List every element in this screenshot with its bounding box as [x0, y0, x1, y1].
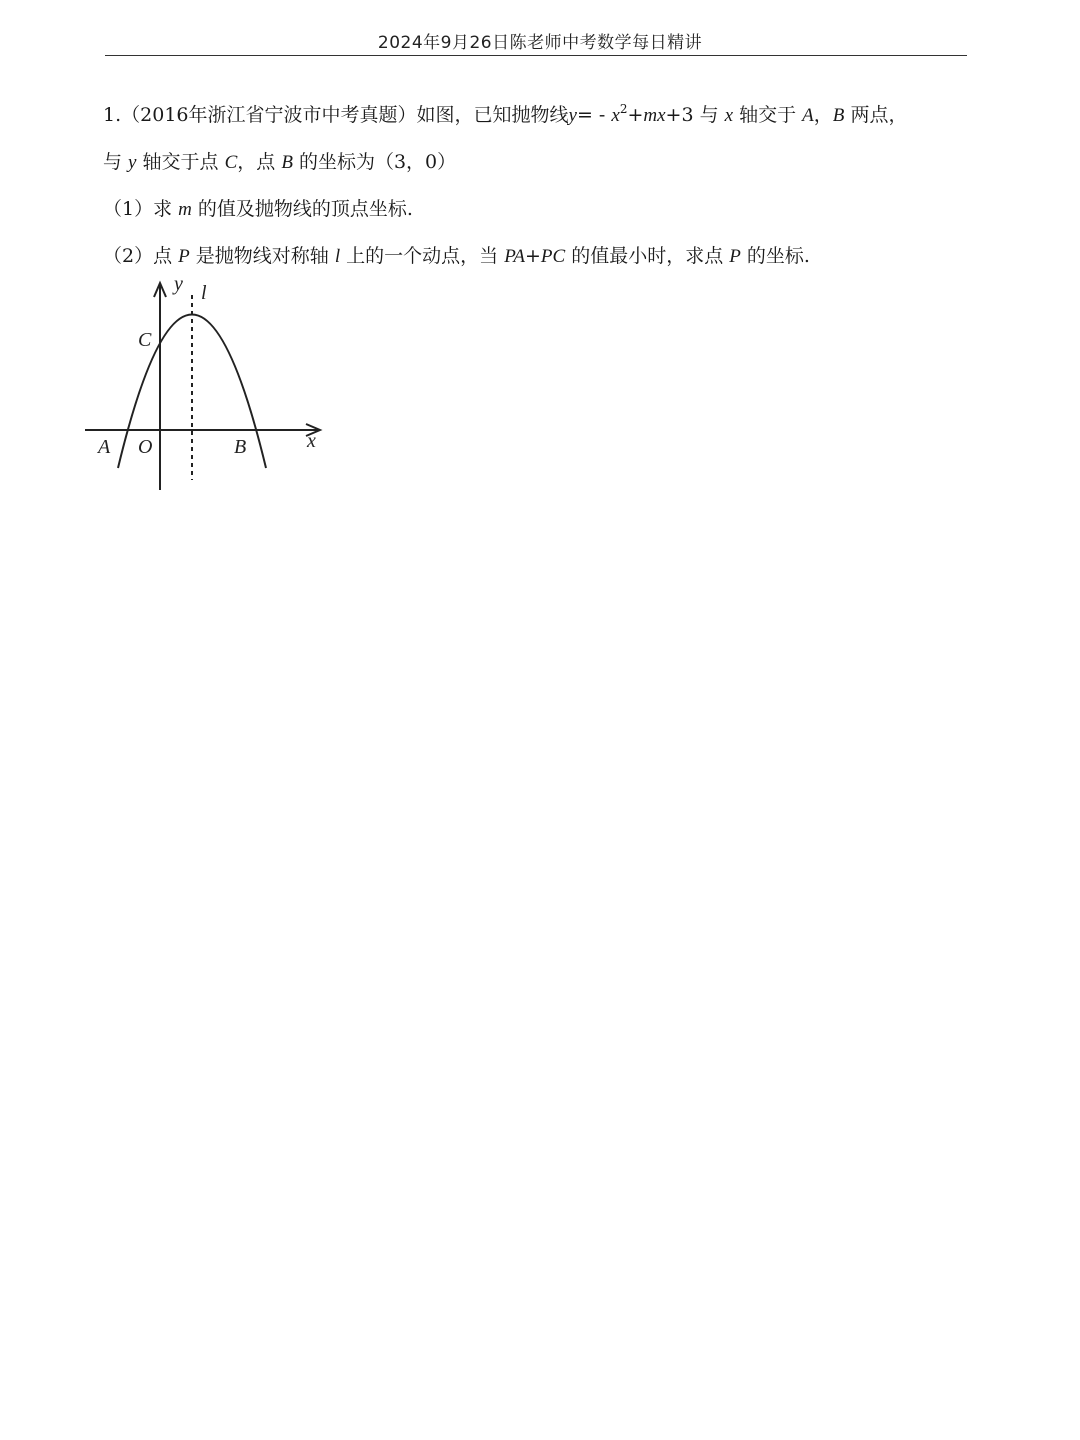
x-variable: x	[724, 105, 734, 126]
line2-text-a: 与	[103, 151, 129, 173]
p-variable-2: P	[729, 246, 741, 267]
line2-text-b: 轴交于点	[136, 151, 225, 173]
part1-text-a: （1）求	[103, 198, 179, 220]
point-a-ref: A	[802, 105, 814, 126]
pa-segment: PA	[504, 246, 525, 267]
intro-text-d: 两点，	[844, 104, 908, 126]
intro-text: 如图，已知抛物线	[416, 104, 569, 126]
eq-y: y	[568, 105, 577, 126]
intro-text-b: 与	[693, 104, 725, 126]
part2-plus: +	[524, 245, 541, 267]
origin-label: O	[138, 436, 153, 458]
pc-segment: PC	[540, 246, 566, 267]
problem-line-1	[103, 92, 983, 139]
eq-x: x	[611, 105, 620, 126]
l-variable: l	[334, 246, 341, 267]
eq-plus: +	[627, 104, 644, 126]
line2-text-d: 的坐标为（3，0）	[292, 151, 457, 173]
eq-mx: mx	[643, 105, 666, 126]
point-b-label: B	[234, 436, 247, 458]
parabola-diagram	[80, 275, 330, 495]
x-axis-label: x	[307, 430, 316, 452]
point-b-ref-2: B	[281, 152, 293, 173]
problem-number: 1.	[103, 104, 122, 126]
eq-exponent: 2	[619, 102, 628, 116]
problem-1	[103, 92, 983, 280]
eq-const: +3	[665, 104, 694, 126]
part2-text-b: 是抛物线对称轴	[189, 245, 335, 267]
eq-minus: = -	[576, 104, 612, 126]
p-variable: P	[178, 246, 190, 267]
problem-source: （2016年浙江省宁波市中考真题）	[121, 104, 417, 126]
y-variable: y	[128, 152, 137, 173]
point-a-label: A	[98, 436, 111, 458]
header-divider	[105, 55, 967, 56]
point-c-label: C	[138, 329, 152, 351]
comma: ，	[813, 104, 833, 126]
l-label: l	[201, 282, 207, 304]
m-variable: m	[178, 199, 192, 220]
y-axis-label: y	[174, 275, 183, 295]
line2-text-c: ，点	[237, 151, 282, 173]
part2-text-d: 的值最小时，求点	[565, 245, 730, 267]
page-header: 2024年9月26日陈老师中考数学每日精讲	[377, 33, 703, 53]
part2-text-e: 的坐标.	[740, 245, 810, 267]
problem-part-1	[103, 186, 983, 233]
problem-line-2	[103, 139, 983, 186]
part1-text-b: 的值及抛物线的顶点坐标.	[191, 198, 413, 220]
parabola-figure	[80, 275, 330, 495]
point-b-ref: B	[832, 105, 845, 126]
part2-text-c: 上的一个动点，当	[340, 245, 505, 267]
problem-part-2	[103, 233, 983, 280]
point-c-ref: C	[224, 152, 238, 173]
part2-text-a: （2）点	[103, 245, 179, 267]
intro-text-c: 轴交于	[733, 104, 803, 126]
